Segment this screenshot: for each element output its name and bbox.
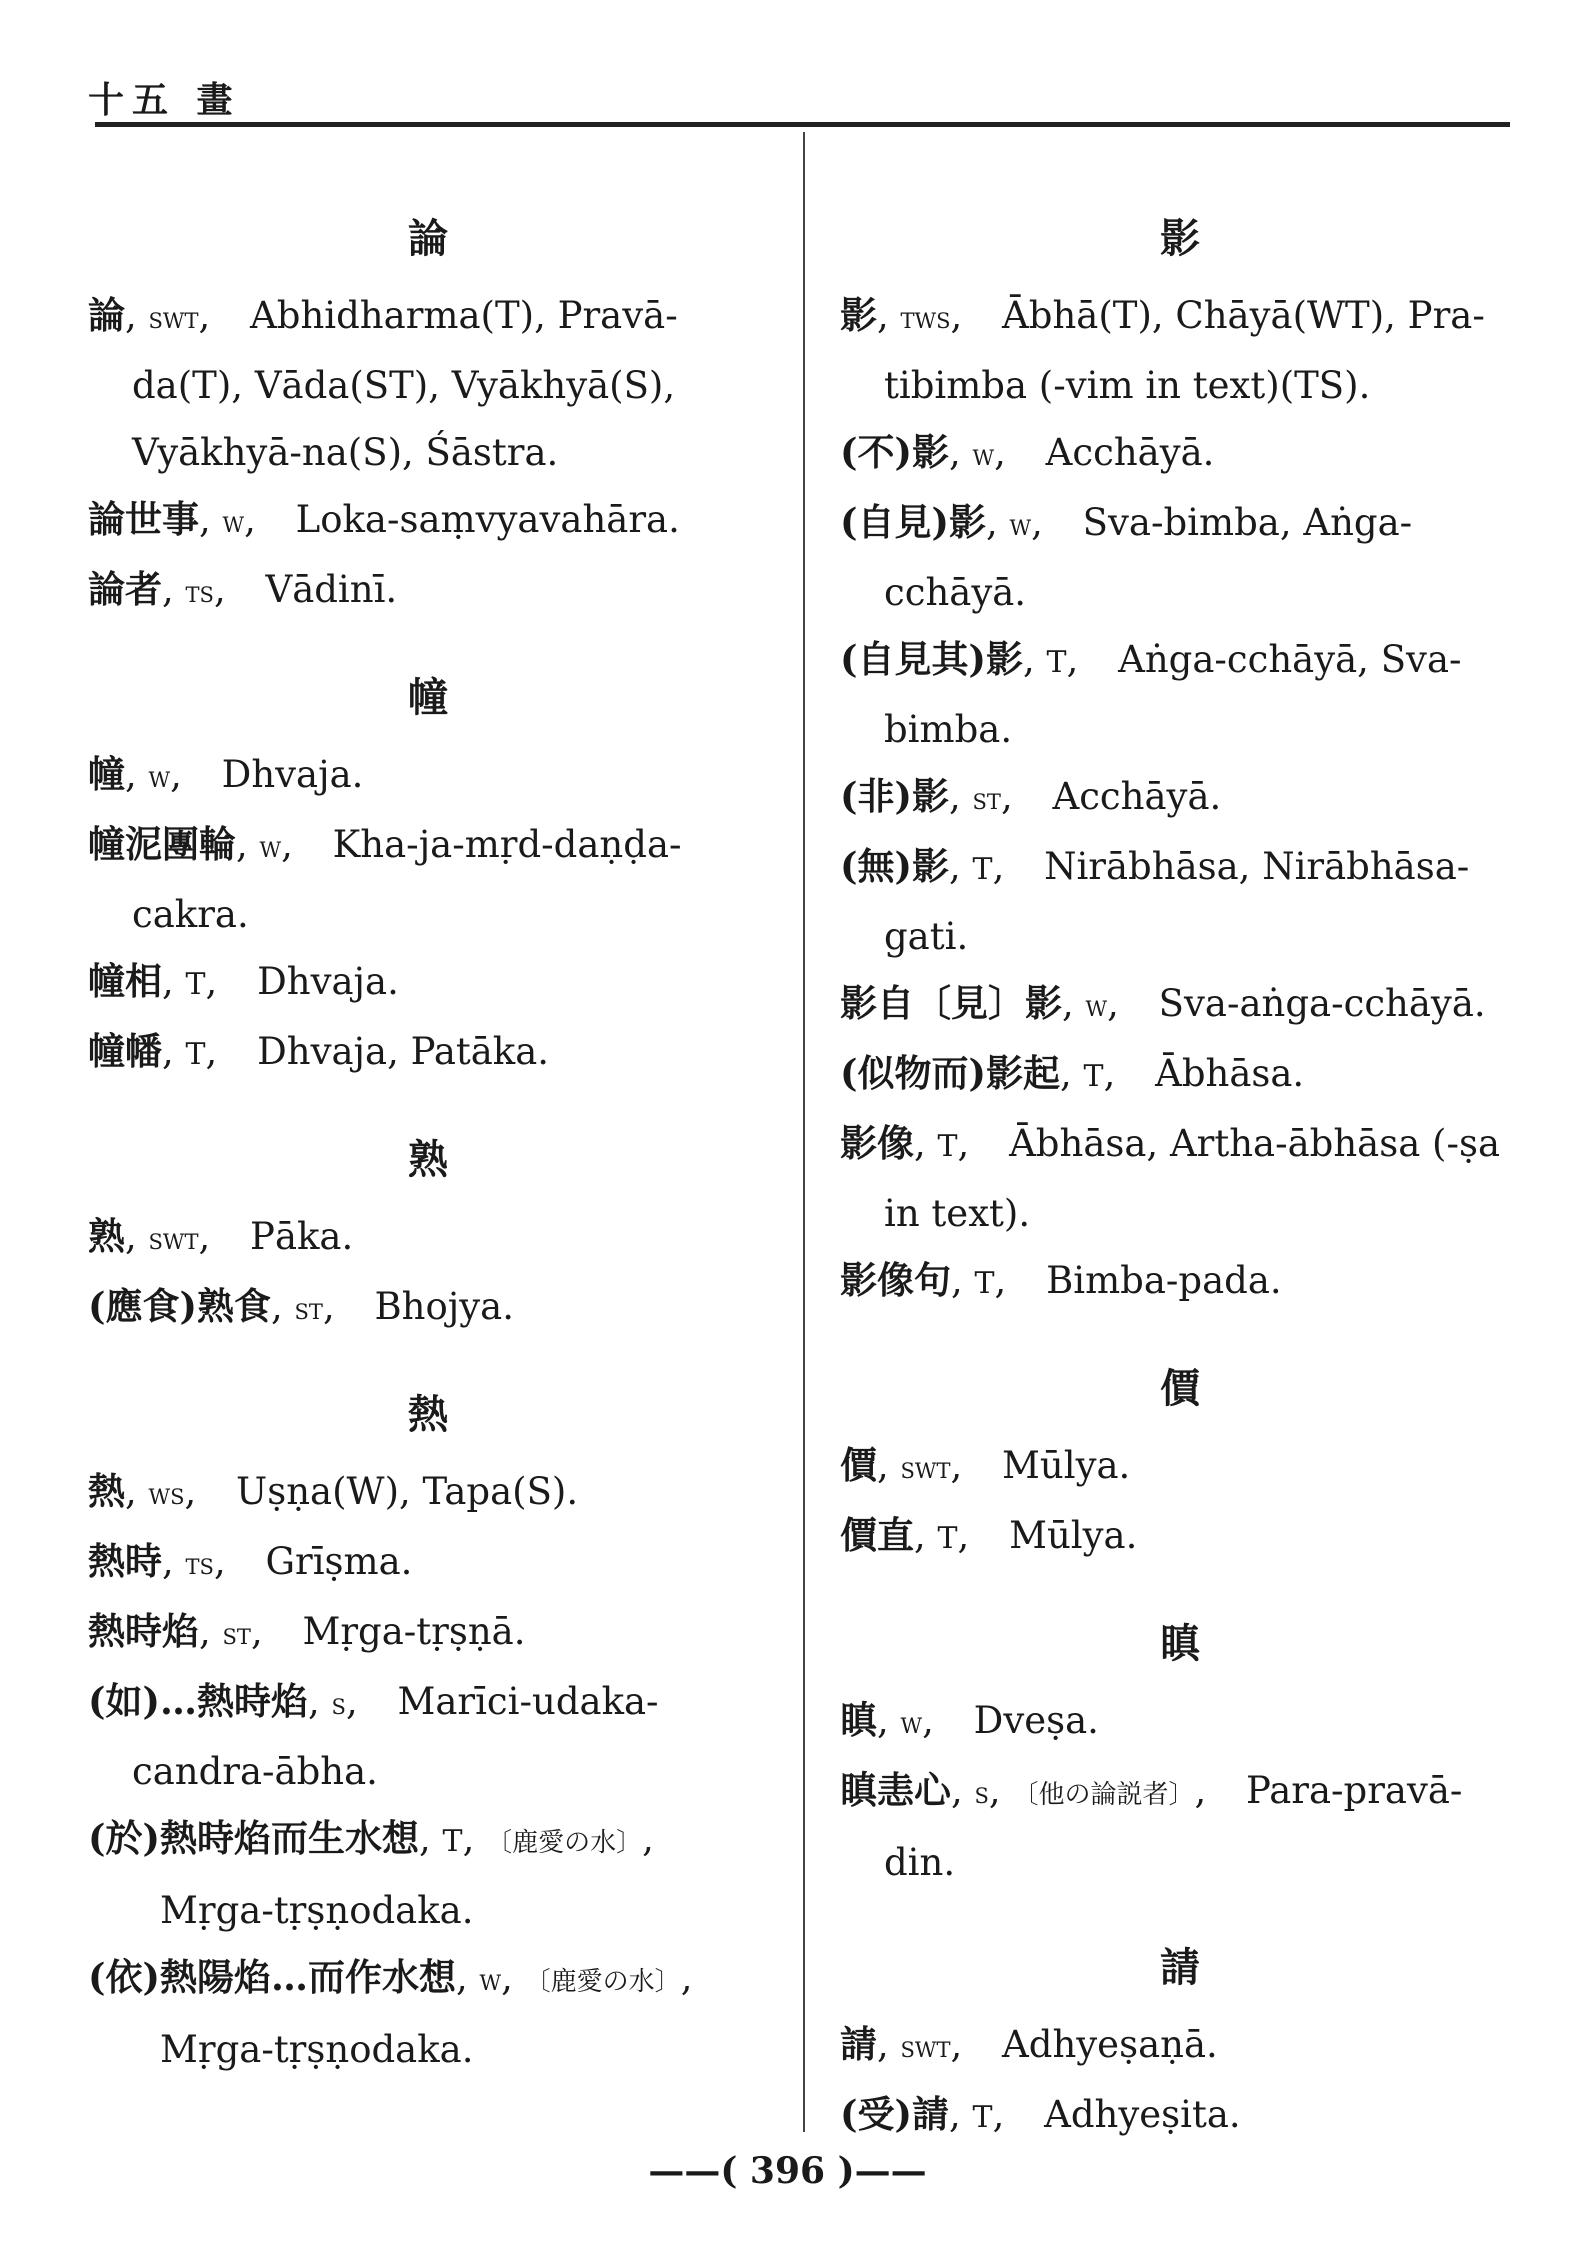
right-column	[840, 205, 1520, 2151]
entry-term: 論者	[88, 567, 162, 611]
entry-source-tag: T	[1083, 1059, 1104, 1094]
entry-sanskrit: Vādinī.	[265, 568, 398, 611]
section-heading: 熱	[408, 1391, 448, 1438]
entry-term: (依)熱陽焰…而作水想	[88, 1955, 457, 1999]
entry-source-tag: T	[185, 1037, 206, 1072]
entry-sanskrit: Mṛga-tṛṣṇodaka.	[160, 2028, 474, 2071]
entry-source-tag: T	[185, 967, 206, 1002]
entry-source-tag: st	[294, 1292, 323, 1327]
column-divider	[803, 132, 805, 2132]
dictionary-section	[840, 1934, 1520, 2151]
entry-sanskrit: Dhvaja.	[257, 960, 399, 1003]
entry-sanskrit: Para-pravā-din.	[884, 1769, 1463, 1884]
dictionary-entry: 熱, ws, Uṣṇa(W), Tapa(S).	[88, 1469, 579, 1513]
entry-source-tag: T	[972, 852, 993, 887]
dictionary-entry: 影自〔見〕影, w, Sva-aṅga-cchāyā.	[840, 981, 1486, 1025]
entry-term: (無)影	[840, 844, 950, 888]
entry-sanskrit: Pāka.	[250, 1215, 354, 1258]
entry-sanskrit: Loka-saṃvyavahāra.	[295, 498, 680, 541]
dictionary-entry: 瞋, w, Dveṣa.	[840, 1698, 1099, 1742]
running-header: 十五 畫	[88, 79, 241, 121]
left-column	[88, 205, 768, 2083]
entry-term: 影自〔見〕影	[840, 981, 1062, 1025]
entry-term: 價	[840, 1443, 877, 1487]
dictionary-entry: 論世事, w, Loka-saṃvyavahāra.	[88, 497, 680, 541]
entry-sanskrit: Uṣṇa(W), Tapa(S).	[236, 1470, 579, 1513]
header-rule	[95, 122, 1510, 127]
entry-source-tag: T	[972, 2100, 993, 2135]
dictionary-section	[88, 664, 768, 1088]
dictionary-section	[88, 1126, 768, 1343]
entry-source-tag: T	[974, 1266, 995, 1301]
entry-sanskrit: Mṛga-tṛṣṇodaka.	[160, 1889, 474, 1932]
dictionary-entry: 熟, swt, Pāka.	[88, 1214, 354, 1258]
entry-source-tag: w	[1009, 508, 1032, 543]
entry-sanskrit: Bimba-pada.	[1046, 1259, 1282, 1302]
entry-source-tag: swt	[148, 301, 199, 336]
entry-term: (受)請	[840, 2092, 950, 2136]
dictionary-entry: (依)熱陽焰…而作水想, w, 〔鹿愛の水〕, Mṛga-tṛṣṇodaka.	[88, 1955, 693, 2071]
entry-term: (於)熱時焰而生水想	[88, 1816, 420, 1860]
entry-sanskrit: Kha-ja-mṛd-daṇḍa-cakra.	[132, 823, 682, 936]
entry-term: 幢幡	[88, 1029, 162, 1073]
entry-sanskrit: Abhidharma(T), Pravā-da(T), Vāda(ST), Vyākhyā(S), Vyākhyā-na(S), Śāstra.	[132, 294, 678, 474]
entry-note: 〔他の論説者〕	[1012, 1780, 1195, 1810]
entry-term: 瞋恚心	[840, 1768, 951, 1812]
dictionary-entry: (於)熱時焰而生水想, T, 〔鹿愛の水〕, Mṛga-tṛṣṇodaka.	[88, 1816, 654, 1932]
dictionary-section	[88, 1381, 768, 2083]
entry-source-tag: w	[148, 760, 171, 795]
entry-source-tag: T	[1046, 645, 1067, 680]
entry-source-tag: ts	[185, 1547, 214, 1582]
entry-sanskrit: Ābhāsa.	[1155, 1052, 1305, 1095]
dictionary-section	[840, 205, 1520, 1317]
entry-term: 論世事	[88, 497, 199, 541]
entry-source-tag: st	[222, 1617, 251, 1652]
entry-sanskrit: Mūlya.	[1002, 1444, 1131, 1487]
entry-term: 幢泥團輪	[88, 822, 236, 866]
entry-sanskrit: Grīṣma.	[265, 1540, 413, 1583]
entry-source-tag: w	[972, 438, 995, 473]
dictionary-section	[840, 1355, 1520, 1572]
dictionary-entry: 熱時焰, st, Mṛga-tṛṣṇā.	[88, 1609, 526, 1653]
entry-sanskrit: Bhojya.	[374, 1285, 514, 1328]
entry-term: (非)影	[840, 774, 950, 818]
entry-term: 影	[840, 293, 877, 337]
dictionary-entry: 論者, ts, Vādinī.	[88, 567, 398, 611]
entry-sanskrit: Adhyeṣaṇā.	[1002, 2023, 1218, 2066]
entry-source-tag: ts	[185, 575, 214, 610]
entry-sanskrit: Sva-aṅga-cchāyā.	[1158, 982, 1486, 1025]
entry-term: 熱	[88, 1469, 125, 1513]
section-heading: 請	[1160, 1944, 1200, 1991]
dictionary-entry: (不)影, w, Acchāyā.	[840, 430, 1215, 474]
entry-sanskrit: Ābhā(T), Chāyā(WT), Pra-tibimba (-vim in text)(TS).	[884, 294, 1485, 407]
entry-term: (自見其)影	[840, 637, 1024, 681]
entry-source-tag: w	[900, 1706, 923, 1741]
entry-term: 瞋	[840, 1698, 877, 1742]
entry-sanskrit: Dhvaja, Patāka.	[257, 1030, 550, 1073]
dictionary-entry: 論, swt, Abhidharma(T), Pravā-da(T), Vāda(ST), Vyākhyā(S), Vyākhyā-na(S), Śāstra.	[88, 293, 678, 474]
entry-sanskrit: Nirābhāsa, Nirābhāsa-gati.	[884, 845, 1470, 958]
dictionary-entry: 影像句, T, Bimba-pada.	[840, 1258, 1282, 1302]
entry-term: 影像句	[840, 1258, 951, 1302]
entry-term: 幢相	[88, 959, 162, 1003]
entry-source-tag: s	[331, 1687, 346, 1722]
dictionary-entry: (無)影, T, Nirābhāsa, Nirābhāsa-gati.	[840, 844, 1470, 958]
entry-sanskrit: Marīci-udaka-candra-ābha.	[132, 1680, 659, 1793]
dictionary-section	[840, 1610, 1520, 1896]
entry-sanskrit: Ābhāsa, Artha-ābhāsa (-ṣa in text).	[884, 1122, 1501, 1235]
dictionary-entry: (非)影, st, Acchāyā.	[840, 774, 1222, 818]
entry-term: (不)影	[840, 430, 950, 474]
entry-term: 影像	[840, 1121, 914, 1165]
dictionary-entry: (自見其)影, T, Aṅga-cchāyā, Sva-bimba.	[840, 637, 1462, 751]
section-heading: 論	[408, 215, 448, 262]
entry-source-tag: w	[222, 505, 245, 540]
entry-source-tag: T	[937, 1129, 958, 1164]
dictionary-entry: 幢相, T, Dhvaja.	[88, 959, 399, 1003]
entry-source-tag: swt	[900, 2030, 951, 2065]
entry-sanskrit: Acchāyā.	[1052, 775, 1222, 818]
entry-sanskrit: Aṅga-cchāyā, Sva-bimba.	[884, 638, 1462, 751]
section-heading: 影	[1160, 215, 1200, 262]
dictionary-entry: 瞋恚心, s, 〔他の論説者〕, Para-pravā-din.	[840, 1768, 1463, 1884]
entry-sanskrit: Dveṣa.	[973, 1699, 1099, 1742]
entry-source-tag: ws	[148, 1477, 185, 1512]
section-heading: 熟	[408, 1136, 448, 1183]
dictionary-entry: (似物而)影起, T, Ābhāsa.	[840, 1051, 1305, 1095]
dictionary-entry: 熱時, ts, Grīṣma.	[88, 1539, 413, 1583]
entry-term: 請	[840, 2022, 877, 2066]
entry-term: 熱時焰	[88, 1609, 199, 1653]
entry-source-tag: w	[259, 830, 282, 865]
entry-note: 〔鹿愛の水〕	[486, 1828, 643, 1858]
dictionary-entry: 影像, T, Ābhāsa, Artha-ābhāsa (-ṣa in text).	[840, 1121, 1501, 1235]
entry-source-tag: st	[972, 782, 1001, 817]
entry-term: (如)…熱時焰	[88, 1679, 309, 1723]
dictionary-entry: 影, tws, Ābhā(T), Chāyā(WT), Pra-tibimba (-vim in text)(TS).	[840, 293, 1485, 407]
dictionary-entry: 請, swt, Adhyeṣaṇā.	[840, 2022, 1218, 2066]
dictionary-section	[88, 205, 768, 626]
entry-source-tag: s	[974, 1776, 989, 1811]
dictionary-entry: 幢泥團輪, w, Kha-ja-mṛd-daṇḍa-cakra.	[88, 822, 682, 936]
dictionary-entry: (受)請, T, Adhyeṣita.	[840, 2092, 1241, 2136]
dictionary-entry: (如)…熱時焰, s, Marīci-udaka-candra-ābha.	[88, 1679, 659, 1793]
entry-term: 價直	[840, 1513, 914, 1557]
entry-term: (應食)熟食	[88, 1284, 272, 1328]
dictionary-entry: 價, swt, Mūlya.	[840, 1443, 1131, 1487]
entry-sanskrit: Acchāyā.	[1045, 431, 1215, 474]
entry-sanskrit: Adhyeṣita.	[1044, 2093, 1241, 2136]
dictionary-entry: 價直, T, Mūlya.	[840, 1513, 1138, 1557]
dictionary-entry: 幢幡, T, Dhvaja, Patāka.	[88, 1029, 550, 1073]
section-heading: 瞋	[1160, 1620, 1200, 1667]
entry-sanskrit: Mṛga-tṛṣṇā.	[302, 1610, 526, 1653]
entry-term: 熱時	[88, 1539, 162, 1583]
entry-term: 論	[88, 293, 125, 337]
page-number: ——( 396 )——	[648, 2150, 927, 2192]
entry-term: 熟	[88, 1214, 125, 1258]
entry-source-tag: tws	[900, 301, 951, 336]
dictionary-entry: (應食)熟食, st, Bhojya.	[88, 1284, 514, 1328]
entry-source-tag: w	[1085, 989, 1108, 1024]
entry-sanskrit: Mūlya.	[1009, 1514, 1138, 1557]
dictionary-entry: (自見)影, w, Sva-bimba, Aṅga-cchāyā.	[840, 500, 1413, 614]
entry-sanskrit: Sva-bimba, Aṅga-cchāyā.	[884, 501, 1413, 614]
entry-sanskrit: Dhvaja.	[221, 753, 364, 796]
dictionary-entry: 幢, w, Dhvaja.	[88, 752, 364, 796]
section-heading: 價	[1160, 1365, 1200, 1412]
entry-source-tag: T	[937, 1521, 958, 1556]
entry-term: 幢	[88, 752, 125, 796]
entry-source-tag: swt	[148, 1222, 199, 1257]
entry-source-tag: T	[442, 1824, 463, 1859]
entry-term: (自見)影	[840, 500, 987, 544]
section-heading: 幢	[408, 674, 448, 721]
entry-source-tag: swt	[900, 1451, 951, 1486]
entry-note: 〔鹿愛の水〕	[524, 1967, 681, 1997]
entry-term: (似物而)影起	[840, 1051, 1061, 1095]
entry-source-tag: w	[479, 1963, 502, 1998]
